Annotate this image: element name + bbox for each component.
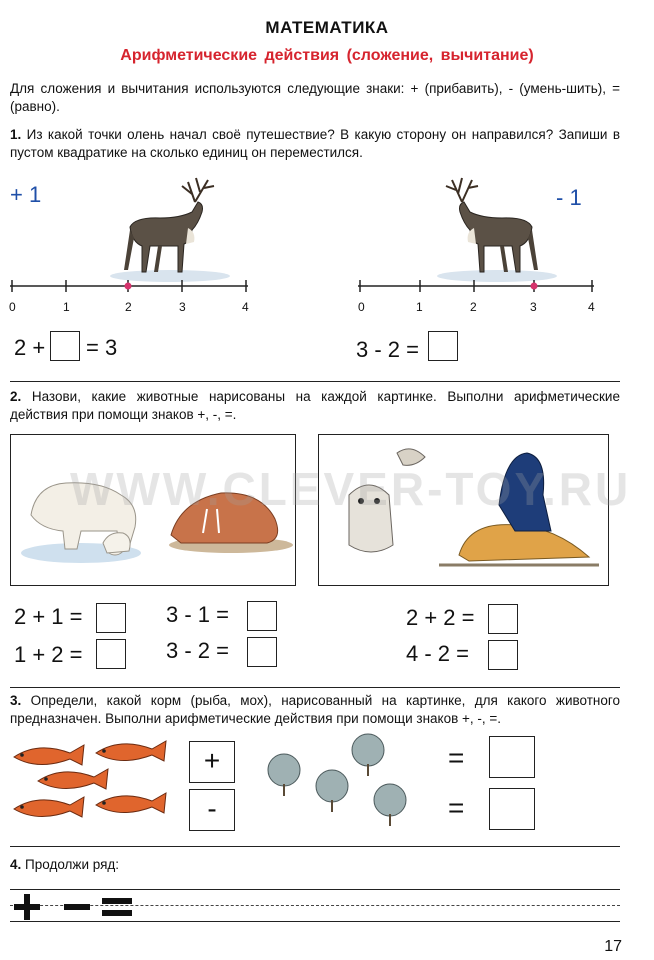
task1-right-label: - 1: [556, 185, 582, 210]
answer-box[interactable]: [489, 736, 535, 778]
reindeer-left-illustration: [100, 172, 235, 284]
intro-text: Для сложения и вычитания используются следующие знаки: + (прибавить), - (умень-шить), = (равно).: [10, 81, 620, 114]
equals-sign-glyph: [102, 898, 132, 904]
tick-label: 0: [9, 300, 16, 314]
page-title: МАТЕМАТИКА: [265, 18, 389, 37]
task2-text: [10, 388, 620, 424]
task2-eq5: 2 + 2 =: [406, 605, 475, 630]
section-divider: [10, 687, 620, 688]
tick-label: 4: [588, 300, 595, 314]
task2-eq2: 1 + 2 =: [14, 642, 83, 667]
task1-left-eq-part1: 2 +: [14, 335, 46, 360]
tick-label: 3: [179, 300, 186, 314]
plus-sign-card[interactable]: +: [189, 741, 235, 783]
answer-box[interactable]: [489, 788, 535, 830]
reindeer-right-illustration: [432, 172, 567, 284]
answer-box[interactable]: [96, 603, 126, 633]
tick-label: 2: [125, 300, 132, 314]
answer-box[interactable]: [488, 604, 518, 634]
equals-sign: =: [448, 742, 465, 773]
section-divider: [10, 846, 620, 847]
task1-left-eq-part2: = 3: [86, 335, 118, 360]
minus-sign-card[interactable]: -: [189, 789, 235, 831]
task2-eq6: 4 - 2 =: [406, 641, 469, 666]
task1-number: 1.: [10, 127, 22, 142]
moss-illustration: [260, 730, 420, 830]
task1-right-eq: 3 - 2 =: [356, 337, 419, 362]
task1-left-label: + 1: [10, 182, 42, 207]
page-subtitle: Арифметические действия (сложение, вычитание): [120, 47, 534, 64]
page-number: 17: [604, 938, 622, 955]
section-divider: [10, 381, 620, 382]
watermark: WWW.CLEVER-TOY.RU: [70, 463, 632, 515]
number-line-right: [354, 278, 604, 318]
fish-illustration: [8, 735, 178, 835]
answer-box[interactable]: [247, 637, 277, 667]
task2-number: 2.: [10, 389, 22, 404]
start-point-marker: [125, 283, 132, 290]
tick-label: 3: [530, 300, 537, 314]
answer-box[interactable]: [96, 639, 126, 669]
answer-box[interactable]: [428, 331, 458, 361]
task2-eq1: 2 + 1 =: [14, 604, 83, 629]
task4-number: 4.: [10, 857, 22, 872]
answer-box[interactable]: [247, 601, 277, 631]
minus-sign-glyph: [64, 904, 90, 910]
task2-eq4: 3 - 2 =: [166, 638, 229, 663]
task3-number: 3.: [10, 693, 22, 708]
answer-box[interactable]: [488, 640, 518, 670]
task1-instruction: Из какой точки олень начал своё путешествие? В какую сторону он направился? Запиши в пустом квадратике на сколько единиц он переместился.: [10, 127, 620, 160]
task3-text: [10, 692, 620, 728]
tick-label: 4: [242, 300, 249, 314]
task2-instruction: Назови, какие животные нарисованы на каждой картинке. Выполни арифметические действия при помощи знаков +, -, =.: [10, 389, 620, 422]
start-point-marker: [531, 283, 538, 290]
answer-box[interactable]: [50, 331, 80, 361]
tick-label: 1: [416, 300, 423, 314]
task4-instruction: Продолжи ряд:: [25, 857, 120, 872]
task2-eq3: 3 - 1 =: [166, 602, 229, 627]
task1-text: [10, 126, 620, 162]
tick-label: 2: [470, 300, 477, 314]
task3-instruction: Определи, какой корм (рыба, мох), нарисованный на картинке, для какого животного предназначен. Выполни арифметические действия при помощи знаков +, -, =.: [10, 693, 620, 726]
tick-label: 1: [63, 300, 70, 314]
task4-text: [10, 856, 620, 874]
tick-label: 0: [358, 300, 365, 314]
sequence-signs: [10, 890, 140, 922]
equals-sign: =: [448, 792, 465, 823]
